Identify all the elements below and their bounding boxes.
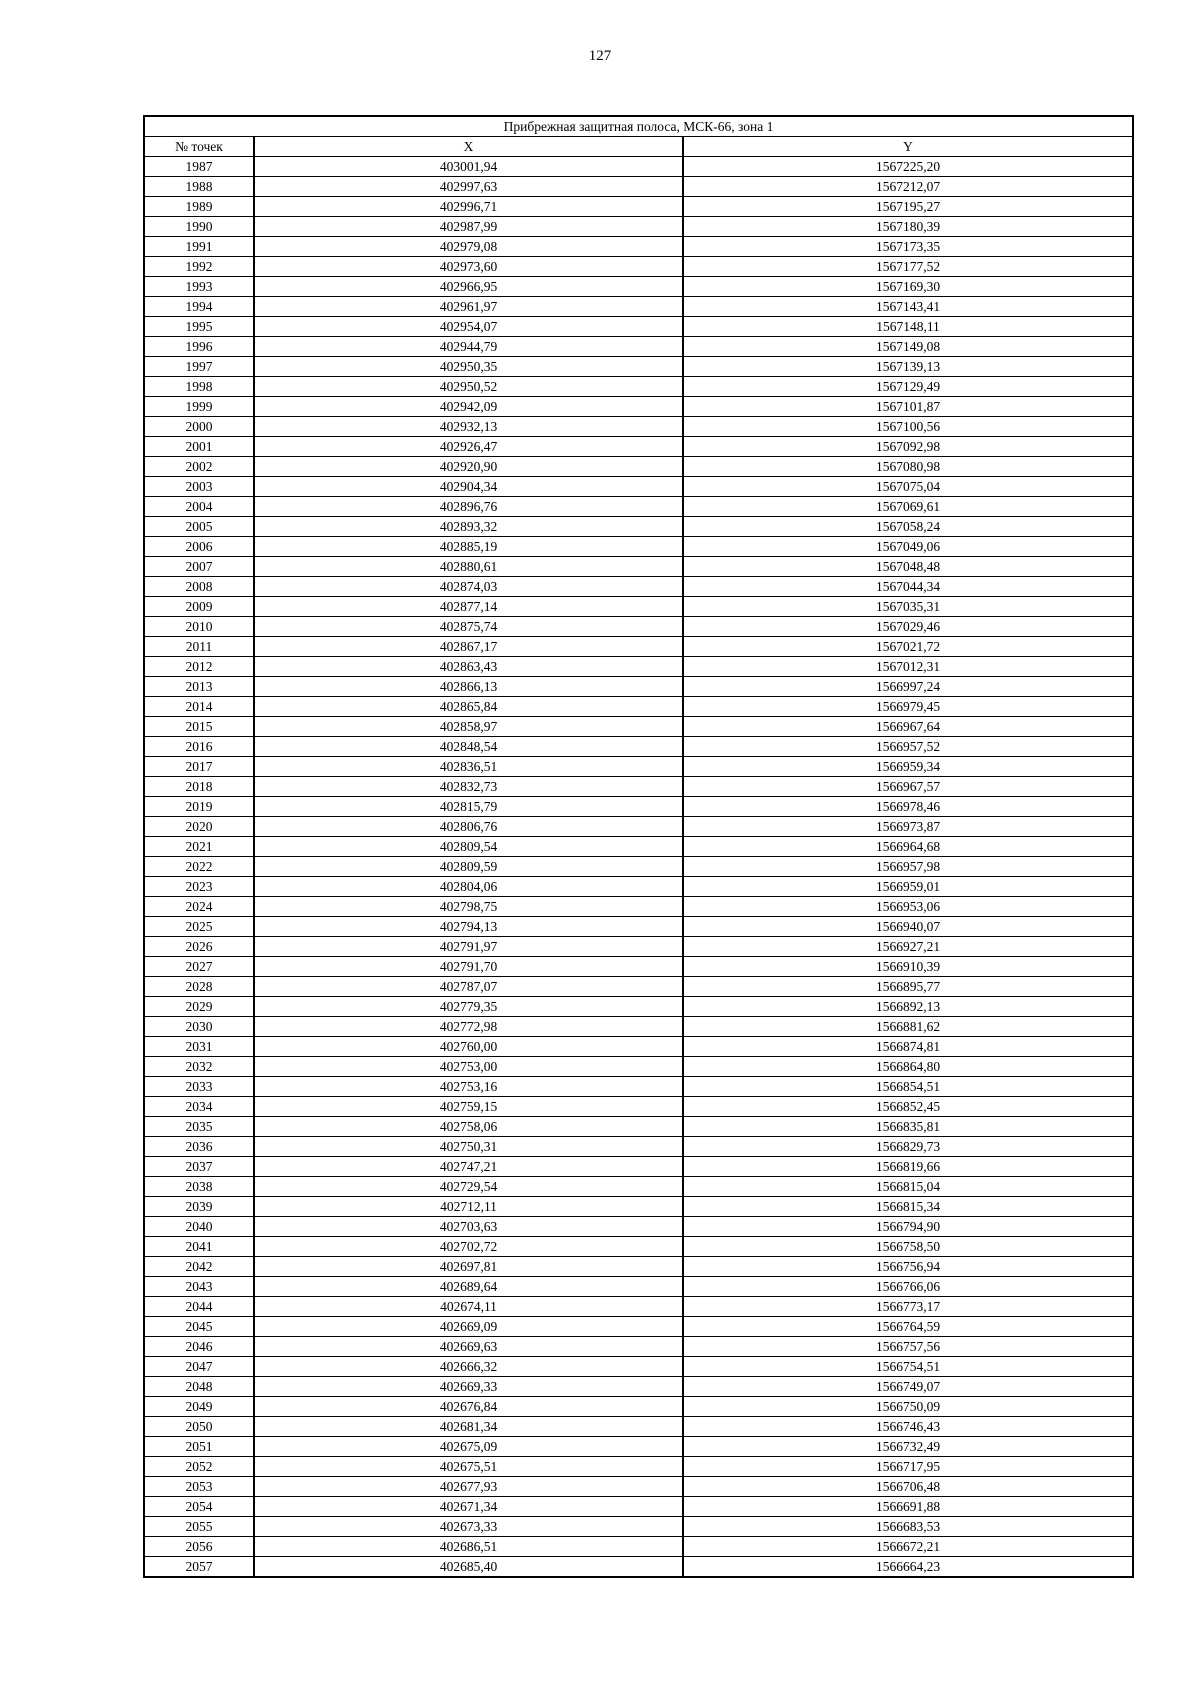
y-coordinate-cell: 1567058,24 — [683, 517, 1133, 537]
x-coordinate-cell: 402877,14 — [254, 597, 683, 617]
point-number-cell: 2021 — [144, 837, 254, 857]
point-number-cell: 1994 — [144, 297, 254, 317]
point-number-cell: 2049 — [144, 1397, 254, 1417]
x-coordinate-cell: 402753,00 — [254, 1057, 683, 1077]
table-row — [144, 557, 1133, 577]
y-coordinate-cell: 1566953,06 — [683, 897, 1133, 917]
table-row — [144, 1057, 1133, 1077]
y-coordinate-cell: 1566757,56 — [683, 1337, 1133, 1357]
y-coordinate-cell: 1566683,53 — [683, 1517, 1133, 1537]
point-number-cell: 2002 — [144, 457, 254, 477]
table-row — [144, 937, 1133, 957]
table-row — [144, 1097, 1133, 1117]
point-number-cell: 2015 — [144, 717, 254, 737]
table-caption: Прибрежная защитная полоса, МСК-66, зона 1 — [144, 116, 1133, 137]
x-coordinate-cell: 402702,72 — [254, 1237, 683, 1257]
x-coordinate-cell: 402758,06 — [254, 1117, 683, 1137]
y-coordinate-cell: 1566940,07 — [683, 917, 1133, 937]
x-coordinate-cell: 402997,63 — [254, 177, 683, 197]
point-number-cell: 2017 — [144, 757, 254, 777]
point-number-cell: 1997 — [144, 357, 254, 377]
table-row — [144, 1477, 1133, 1497]
table-row — [144, 917, 1133, 937]
page-number: 127 — [588, 48, 612, 64]
x-coordinate-cell: 402750,31 — [254, 1137, 683, 1157]
table-row — [144, 677, 1133, 697]
table-row — [144, 377, 1133, 397]
point-number-cell: 2018 — [144, 777, 254, 797]
y-coordinate-cell: 1567101,87 — [683, 397, 1133, 417]
x-coordinate-cell: 402676,84 — [254, 1397, 683, 1417]
table-row — [144, 457, 1133, 477]
table-row — [144, 1337, 1133, 1357]
x-coordinate-cell: 402920,90 — [254, 457, 683, 477]
x-coordinate-cell: 402729,54 — [254, 1177, 683, 1197]
table-row — [144, 617, 1133, 637]
y-coordinate-cell: 1567075,04 — [683, 477, 1133, 497]
y-coordinate-cell: 1566852,45 — [683, 1097, 1133, 1117]
table-row — [144, 1397, 1133, 1417]
x-coordinate-cell: 402973,60 — [254, 257, 683, 277]
y-coordinate-cell: 1567012,31 — [683, 657, 1133, 677]
table-header-row — [144, 137, 1133, 157]
table-row — [144, 777, 1133, 797]
x-coordinate-cell: 402759,15 — [254, 1097, 683, 1117]
x-coordinate-cell: 402950,35 — [254, 357, 683, 377]
x-coordinate-cell: 402753,16 — [254, 1077, 683, 1097]
x-coordinate-cell: 402772,98 — [254, 1017, 683, 1037]
table-row — [144, 197, 1133, 217]
y-coordinate-cell: 1566794,90 — [683, 1217, 1133, 1237]
point-number-cell: 2019 — [144, 797, 254, 817]
y-coordinate-cell: 1567177,52 — [683, 257, 1133, 277]
x-coordinate-cell: 402950,52 — [254, 377, 683, 397]
y-coordinate-cell: 1566978,46 — [683, 797, 1133, 817]
y-coordinate-cell: 1567092,98 — [683, 437, 1133, 457]
x-coordinate-cell: 402697,81 — [254, 1257, 683, 1277]
point-number-cell: 1990 — [144, 217, 254, 237]
x-coordinate-cell: 402666,32 — [254, 1357, 683, 1377]
y-coordinate-cell: 1567180,39 — [683, 217, 1133, 237]
point-number-cell: 2016 — [144, 737, 254, 757]
y-coordinate-cell: 1566672,21 — [683, 1537, 1133, 1557]
y-coordinate-cell: 1566756,94 — [683, 1257, 1133, 1277]
y-coordinate-cell: 1566959,01 — [683, 877, 1133, 897]
y-coordinate-cell: 1566967,57 — [683, 777, 1133, 797]
table-row — [144, 697, 1133, 717]
x-coordinate-cell: 402669,09 — [254, 1317, 683, 1337]
y-coordinate-cell: 1567049,06 — [683, 537, 1133, 557]
y-coordinate-cell: 1566829,73 — [683, 1137, 1133, 1157]
x-coordinate-cell: 402966,95 — [254, 277, 683, 297]
x-coordinate-cell: 402681,34 — [254, 1417, 683, 1437]
y-coordinate-cell: 1566815,04 — [683, 1177, 1133, 1197]
table-row — [144, 1197, 1133, 1217]
y-coordinate-cell: 1566967,64 — [683, 717, 1133, 737]
header-point-number: № точек — [144, 137, 254, 157]
y-coordinate-cell: 1566746,43 — [683, 1417, 1133, 1437]
table-row — [144, 397, 1133, 417]
point-number-cell: 1995 — [144, 317, 254, 337]
x-coordinate-cell: 402669,63 — [254, 1337, 683, 1357]
header-x: X — [254, 137, 683, 157]
y-coordinate-cell: 1567029,46 — [683, 617, 1133, 637]
table-row — [144, 1497, 1133, 1517]
x-coordinate-cell: 402932,13 — [254, 417, 683, 437]
table-row — [144, 1277, 1133, 1297]
point-number-cell: 2042 — [144, 1257, 254, 1277]
point-number-cell: 2041 — [144, 1237, 254, 1257]
y-coordinate-cell: 1566892,13 — [683, 997, 1133, 1017]
table-caption-row — [144, 116, 1133, 137]
x-coordinate-cell: 402896,76 — [254, 497, 683, 517]
y-coordinate-cell: 1567173,35 — [683, 237, 1133, 257]
table-row — [144, 277, 1133, 297]
table-row — [144, 1557, 1133, 1578]
point-number-cell: 1989 — [144, 197, 254, 217]
x-coordinate-cell: 402863,43 — [254, 657, 683, 677]
point-number-cell: 2024 — [144, 897, 254, 917]
point-number-cell: 2014 — [144, 697, 254, 717]
y-coordinate-cell: 1566854,51 — [683, 1077, 1133, 1097]
y-coordinate-cell: 1566979,45 — [683, 697, 1133, 717]
y-coordinate-cell: 1566764,59 — [683, 1317, 1133, 1337]
x-coordinate-cell: 402944,79 — [254, 337, 683, 357]
point-number-cell: 2022 — [144, 857, 254, 877]
point-number-cell: 1987 — [144, 157, 254, 177]
y-coordinate-cell: 1566959,34 — [683, 757, 1133, 777]
table-row — [144, 477, 1133, 497]
table-row — [144, 517, 1133, 537]
table-row — [144, 297, 1133, 317]
point-number-cell: 2008 — [144, 577, 254, 597]
x-coordinate-cell: 402685,40 — [254, 1557, 683, 1578]
table-row — [144, 1177, 1133, 1197]
point-number-cell: 2003 — [144, 477, 254, 497]
table-row — [144, 1377, 1133, 1397]
coordinates-table — [143, 115, 1134, 1578]
table-row — [144, 1117, 1133, 1137]
y-coordinate-cell: 1566881,62 — [683, 1017, 1133, 1037]
x-coordinate-cell: 402867,17 — [254, 637, 683, 657]
x-coordinate-cell: 402942,09 — [254, 397, 683, 417]
point-number-cell: 2045 — [144, 1317, 254, 1337]
x-coordinate-cell: 402961,97 — [254, 297, 683, 317]
point-number-cell: 2047 — [144, 1357, 254, 1377]
table-row — [144, 957, 1133, 977]
y-coordinate-cell: 1566973,87 — [683, 817, 1133, 837]
table-row — [144, 537, 1133, 557]
point-number-cell: 2025 — [144, 917, 254, 937]
table-row — [144, 1217, 1133, 1237]
table-row — [144, 897, 1133, 917]
table-row — [144, 1437, 1133, 1457]
y-coordinate-cell: 1566758,50 — [683, 1237, 1133, 1257]
y-coordinate-cell: 1567035,31 — [683, 597, 1133, 617]
x-coordinate-cell: 402885,19 — [254, 537, 683, 557]
x-coordinate-cell: 402832,73 — [254, 777, 683, 797]
point-number-cell: 2011 — [144, 637, 254, 657]
y-coordinate-cell: 1566732,49 — [683, 1437, 1133, 1457]
point-number-cell: 2020 — [144, 817, 254, 837]
point-number-cell: 2037 — [144, 1157, 254, 1177]
point-number-cell: 2031 — [144, 1037, 254, 1057]
point-number-cell: 2000 — [144, 417, 254, 437]
point-number-cell: 2054 — [144, 1497, 254, 1517]
table-row — [144, 757, 1133, 777]
point-number-cell: 2044 — [144, 1297, 254, 1317]
x-coordinate-cell: 402675,09 — [254, 1437, 683, 1457]
x-coordinate-cell: 402675,51 — [254, 1457, 683, 1477]
table-row — [144, 597, 1133, 617]
y-coordinate-cell: 1566997,24 — [683, 677, 1133, 697]
table-body — [144, 157, 1133, 1578]
point-number-cell: 2033 — [144, 1077, 254, 1097]
table-row — [144, 857, 1133, 877]
table-row — [144, 577, 1133, 597]
table-row — [144, 217, 1133, 237]
table-row — [144, 717, 1133, 737]
point-number-cell: 1996 — [144, 337, 254, 357]
point-number-cell: 2010 — [144, 617, 254, 637]
table-row — [144, 1137, 1133, 1157]
y-coordinate-cell: 1566864,80 — [683, 1057, 1133, 1077]
point-number-cell: 2005 — [144, 517, 254, 537]
x-coordinate-cell: 402880,61 — [254, 557, 683, 577]
y-coordinate-cell: 1567139,13 — [683, 357, 1133, 377]
table-row — [144, 1537, 1133, 1557]
point-number-cell: 2057 — [144, 1557, 254, 1578]
x-coordinate-cell: 402866,13 — [254, 677, 683, 697]
x-coordinate-cell: 402674,11 — [254, 1297, 683, 1317]
x-coordinate-cell: 402893,32 — [254, 517, 683, 537]
x-coordinate-cell: 402791,97 — [254, 937, 683, 957]
point-number-cell: 2043 — [144, 1277, 254, 1297]
y-coordinate-cell: 1567149,08 — [683, 337, 1133, 357]
point-number-cell: 2029 — [144, 997, 254, 1017]
y-coordinate-cell: 1566706,48 — [683, 1477, 1133, 1497]
table-row — [144, 1457, 1133, 1477]
table-row — [144, 1077, 1133, 1097]
point-number-cell: 1999 — [144, 397, 254, 417]
x-coordinate-cell: 402996,71 — [254, 197, 683, 217]
point-number-cell: 2013 — [144, 677, 254, 697]
point-number-cell: 2038 — [144, 1177, 254, 1197]
point-number-cell: 2028 — [144, 977, 254, 997]
x-coordinate-cell: 402671,34 — [254, 1497, 683, 1517]
y-coordinate-cell: 1567021,72 — [683, 637, 1133, 657]
point-number-cell: 2040 — [144, 1217, 254, 1237]
point-number-cell: 2048 — [144, 1377, 254, 1397]
x-coordinate-cell: 403001,94 — [254, 157, 683, 177]
table-row — [144, 337, 1133, 357]
point-number-cell: 2046 — [144, 1337, 254, 1357]
x-coordinate-cell: 402787,07 — [254, 977, 683, 997]
table-row — [144, 237, 1133, 257]
y-coordinate-cell: 1566957,98 — [683, 857, 1133, 877]
x-coordinate-cell: 402703,63 — [254, 1217, 683, 1237]
y-coordinate-cell: 1566754,51 — [683, 1357, 1133, 1377]
table-row — [144, 257, 1133, 277]
point-number-cell: 2050 — [144, 1417, 254, 1437]
x-coordinate-cell: 402809,59 — [254, 857, 683, 877]
point-number-cell: 2012 — [144, 657, 254, 677]
table-row — [144, 1257, 1133, 1277]
table-row — [144, 317, 1133, 337]
point-number-cell: 1993 — [144, 277, 254, 297]
x-coordinate-cell: 402954,07 — [254, 317, 683, 337]
table-row — [144, 357, 1133, 377]
table-row — [144, 417, 1133, 437]
table-row — [144, 797, 1133, 817]
y-coordinate-cell: 1566895,77 — [683, 977, 1133, 997]
y-coordinate-cell: 1567100,56 — [683, 417, 1133, 437]
y-coordinate-cell: 1566766,06 — [683, 1277, 1133, 1297]
table-row — [144, 657, 1133, 677]
point-number-cell: 2007 — [144, 557, 254, 577]
point-number-cell: 2034 — [144, 1097, 254, 1117]
y-coordinate-cell: 1567169,30 — [683, 277, 1133, 297]
x-coordinate-cell: 402806,76 — [254, 817, 683, 837]
table-row — [144, 437, 1133, 457]
table-row — [144, 1417, 1133, 1437]
x-coordinate-cell: 402669,33 — [254, 1377, 683, 1397]
table-row — [144, 837, 1133, 857]
table-row — [144, 977, 1133, 997]
x-coordinate-cell: 402712,11 — [254, 1197, 683, 1217]
x-coordinate-cell: 402794,13 — [254, 917, 683, 937]
x-coordinate-cell: 402677,93 — [254, 1477, 683, 1497]
x-coordinate-cell: 402809,54 — [254, 837, 683, 857]
point-number-cell: 1992 — [144, 257, 254, 277]
x-coordinate-cell: 402926,47 — [254, 437, 683, 457]
y-coordinate-cell: 1566819,66 — [683, 1157, 1133, 1177]
x-coordinate-cell: 402979,08 — [254, 237, 683, 257]
table-row — [144, 157, 1133, 177]
y-coordinate-cell: 1566815,34 — [683, 1197, 1133, 1217]
x-coordinate-cell: 402875,74 — [254, 617, 683, 637]
point-number-cell: 2006 — [144, 537, 254, 557]
table-row — [144, 817, 1133, 837]
x-coordinate-cell: 402815,79 — [254, 797, 683, 817]
point-number-cell: 2051 — [144, 1437, 254, 1457]
y-coordinate-cell: 1566927,21 — [683, 937, 1133, 957]
y-coordinate-cell: 1566750,09 — [683, 1397, 1133, 1417]
x-coordinate-cell: 402848,54 — [254, 737, 683, 757]
y-coordinate-cell: 1566910,39 — [683, 957, 1133, 977]
x-coordinate-cell: 402836,51 — [254, 757, 683, 777]
y-coordinate-cell: 1567195,27 — [683, 197, 1133, 217]
point-number-cell: 2036 — [144, 1137, 254, 1157]
table-row — [144, 1297, 1133, 1317]
y-coordinate-cell: 1566717,95 — [683, 1457, 1133, 1477]
point-number-cell: 2027 — [144, 957, 254, 977]
point-number-cell: 2009 — [144, 597, 254, 617]
x-coordinate-cell: 402760,00 — [254, 1037, 683, 1057]
x-coordinate-cell: 402904,34 — [254, 477, 683, 497]
table-row — [144, 497, 1133, 517]
x-coordinate-cell: 402791,70 — [254, 957, 683, 977]
y-coordinate-cell: 1567148,11 — [683, 317, 1133, 337]
point-number-cell: 1991 — [144, 237, 254, 257]
point-number-cell: 2056 — [144, 1537, 254, 1557]
table-row — [144, 1237, 1133, 1257]
point-number-cell: 2052 — [144, 1457, 254, 1477]
table-row — [144, 877, 1133, 897]
table-row — [144, 1317, 1133, 1337]
x-coordinate-cell: 402987,99 — [254, 217, 683, 237]
y-coordinate-cell: 1566835,81 — [683, 1117, 1133, 1137]
point-number-cell: 2030 — [144, 1017, 254, 1037]
table-row — [144, 637, 1133, 657]
x-coordinate-cell: 402804,06 — [254, 877, 683, 897]
y-coordinate-cell: 1567143,41 — [683, 297, 1133, 317]
y-coordinate-cell: 1566691,88 — [683, 1497, 1133, 1517]
x-coordinate-cell: 402673,33 — [254, 1517, 683, 1537]
y-coordinate-cell: 1566957,52 — [683, 737, 1133, 757]
point-number-cell: 2035 — [144, 1117, 254, 1137]
table-row — [144, 997, 1133, 1017]
y-coordinate-cell: 1567212,07 — [683, 177, 1133, 197]
table-row — [144, 177, 1133, 197]
y-coordinate-cell: 1567080,98 — [683, 457, 1133, 477]
table-row — [144, 737, 1133, 757]
y-coordinate-cell: 1567225,20 — [683, 157, 1133, 177]
x-coordinate-cell: 402874,03 — [254, 577, 683, 597]
x-coordinate-cell: 402747,21 — [254, 1157, 683, 1177]
point-number-cell: 1998 — [144, 377, 254, 397]
y-coordinate-cell: 1566773,17 — [683, 1297, 1133, 1317]
table-row — [144, 1037, 1133, 1057]
table-row — [144, 1517, 1133, 1537]
table-row — [144, 1357, 1133, 1377]
y-coordinate-cell: 1567048,48 — [683, 557, 1133, 577]
y-coordinate-cell: 1566874,81 — [683, 1037, 1133, 1057]
table-row — [144, 1157, 1133, 1177]
x-coordinate-cell: 402865,84 — [254, 697, 683, 717]
y-coordinate-cell: 1566749,07 — [683, 1377, 1133, 1397]
y-coordinate-cell: 1567129,49 — [683, 377, 1133, 397]
point-number-cell: 2004 — [144, 497, 254, 517]
table-row — [144, 1017, 1133, 1037]
x-coordinate-cell: 402689,64 — [254, 1277, 683, 1297]
point-number-cell: 2023 — [144, 877, 254, 897]
point-number-cell: 2001 — [144, 437, 254, 457]
y-coordinate-cell: 1567069,61 — [683, 497, 1133, 517]
point-number-cell: 2055 — [144, 1517, 254, 1537]
header-y: Y — [683, 137, 1133, 157]
x-coordinate-cell: 402686,51 — [254, 1537, 683, 1557]
y-coordinate-cell: 1566964,68 — [683, 837, 1133, 857]
point-number-cell: 2053 — [144, 1477, 254, 1497]
x-coordinate-cell: 402858,97 — [254, 717, 683, 737]
x-coordinate-cell: 402798,75 — [254, 897, 683, 917]
y-coordinate-cell: 1567044,34 — [683, 577, 1133, 597]
x-coordinate-cell: 402779,35 — [254, 997, 683, 1017]
point-number-cell: 2026 — [144, 937, 254, 957]
point-number-cell: 2032 — [144, 1057, 254, 1077]
y-coordinate-cell: 1566664,23 — [683, 1557, 1133, 1578]
point-number-cell: 1988 — [144, 177, 254, 197]
point-number-cell: 2039 — [144, 1197, 254, 1217]
